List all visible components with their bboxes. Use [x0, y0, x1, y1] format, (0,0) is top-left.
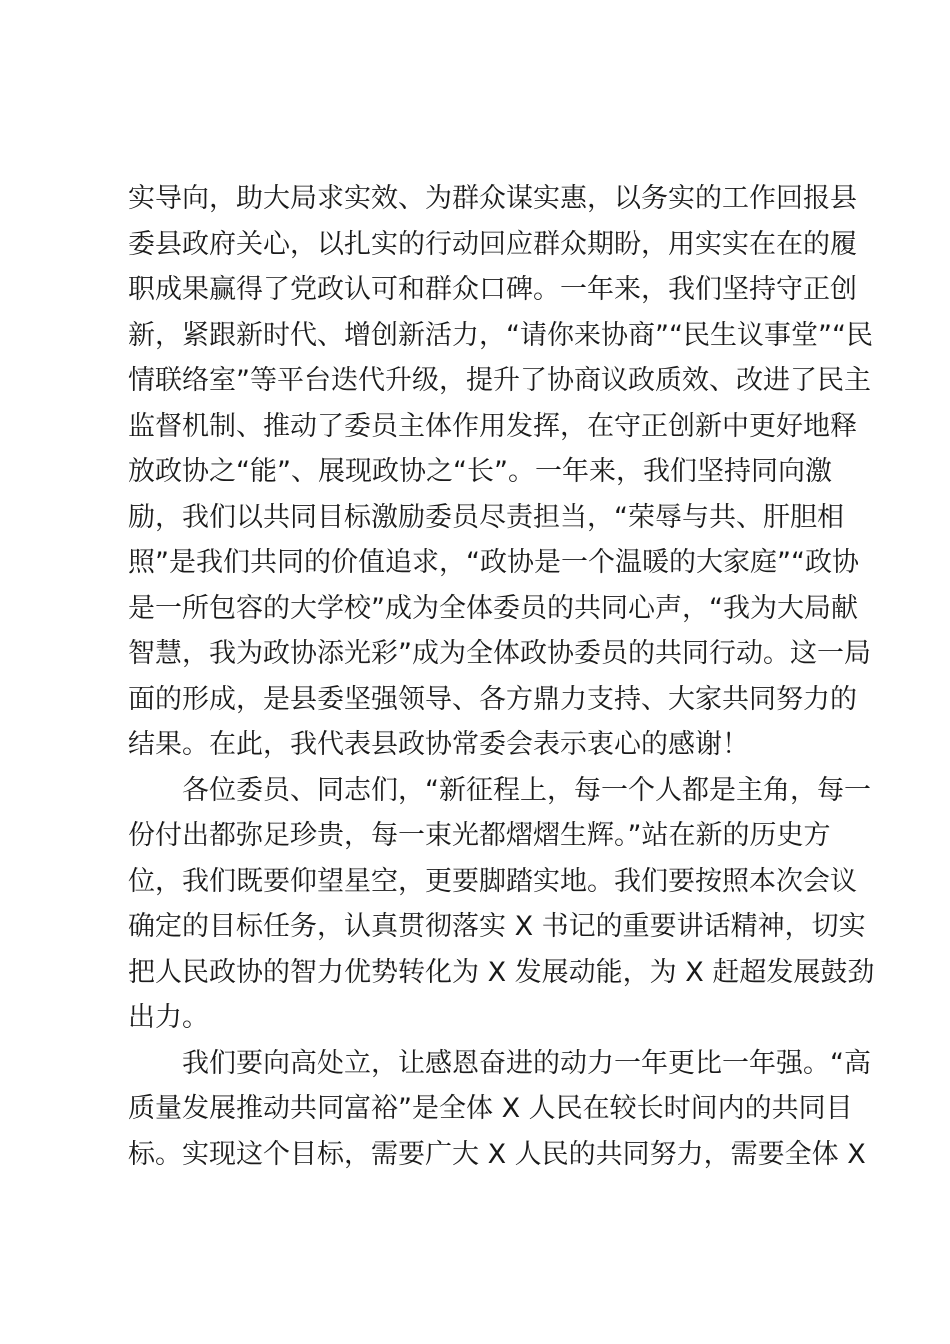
text-line: 新，紧跟新时代、增创新活力，“请你来协商”“民生议事堂”“民 — [128, 319, 873, 351]
text-line: 放政协之“能”、展现政协之“长”。一年来，我们坚持同向激 — [128, 456, 832, 487]
text-line: 标。实现这个目标，需要广大 X 人民的共同努力，需要全体 X — [128, 1138, 866, 1170]
paragraph-first-line: 各位委员、同志们，“新征程上，每一个人都是主角，每一 — [182, 774, 871, 806]
paragraph-first-line: 我们要向高处立，让感恩奋进的动力一年更比一年强。“高 — [182, 1047, 871, 1079]
text-line: 监督机制、推动了委员主体作用发挥，在守正创新中更好地释 — [128, 410, 857, 442]
text-line: 质量发展推动共同富裕”是全体 X 人民在较长时间内的共同目 — [128, 1093, 853, 1124]
text-line: 情联络室”等平台迭代升级，提升了协商议政质效、改进了民主 — [128, 365, 871, 396]
text-line: 职成果赢得了党政认可和群众口碑。一年来，我们坚持守正创 — [128, 274, 857, 305]
text-line: 结果。在此，我代表县政协常委会表示衷心的感谢！ — [128, 729, 749, 760]
text-line: 面的形成，是县委坚强领导、各方鼎力支持、大家共同努力的 — [128, 683, 857, 715]
text-line: 照”是我们共同的价值追求，“政协是一个温暖的大家庭”“政协 — [128, 547, 859, 578]
text-line: 出力。 — [128, 1002, 209, 1033]
text-line: 是一所包容的大学校”成为全体委员的共同心声，“我为大局献 — [128, 592, 858, 624]
text-line: 确定的目标任务，认真贯彻落实 X 书记的重要讲话精神，切实 — [128, 911, 866, 942]
text-line: 励，我们以共同目标激励委员尽责担当，“荣辱与共、肝胆相 — [128, 501, 844, 533]
text-line: 份付出都弥足珍贵，每一束光都熠熠生辉。”站在新的历史方 — [128, 820, 831, 851]
text-line: 位，我们既要仰望星空，更要脚踏实地。我们要按照本次会议 — [128, 865, 857, 897]
text-line: 把人民政协的智力优势转化为 X 发展动能，为 X 赶超发展鼓劲 — [128, 956, 875, 988]
text-line: 委县政府关心，以扎实的行动回应群众期盼，用实实在在的履 — [128, 228, 857, 260]
document-body — [128, 176, 875, 1177]
text-line: 智慧，我为政协添光彩”成为全体政协委员的共同行动。这一局 — [128, 638, 871, 669]
text-line: 实导向，助大局求实效、为群众谋实惠，以务实的工作回报县 — [128, 183, 857, 214]
